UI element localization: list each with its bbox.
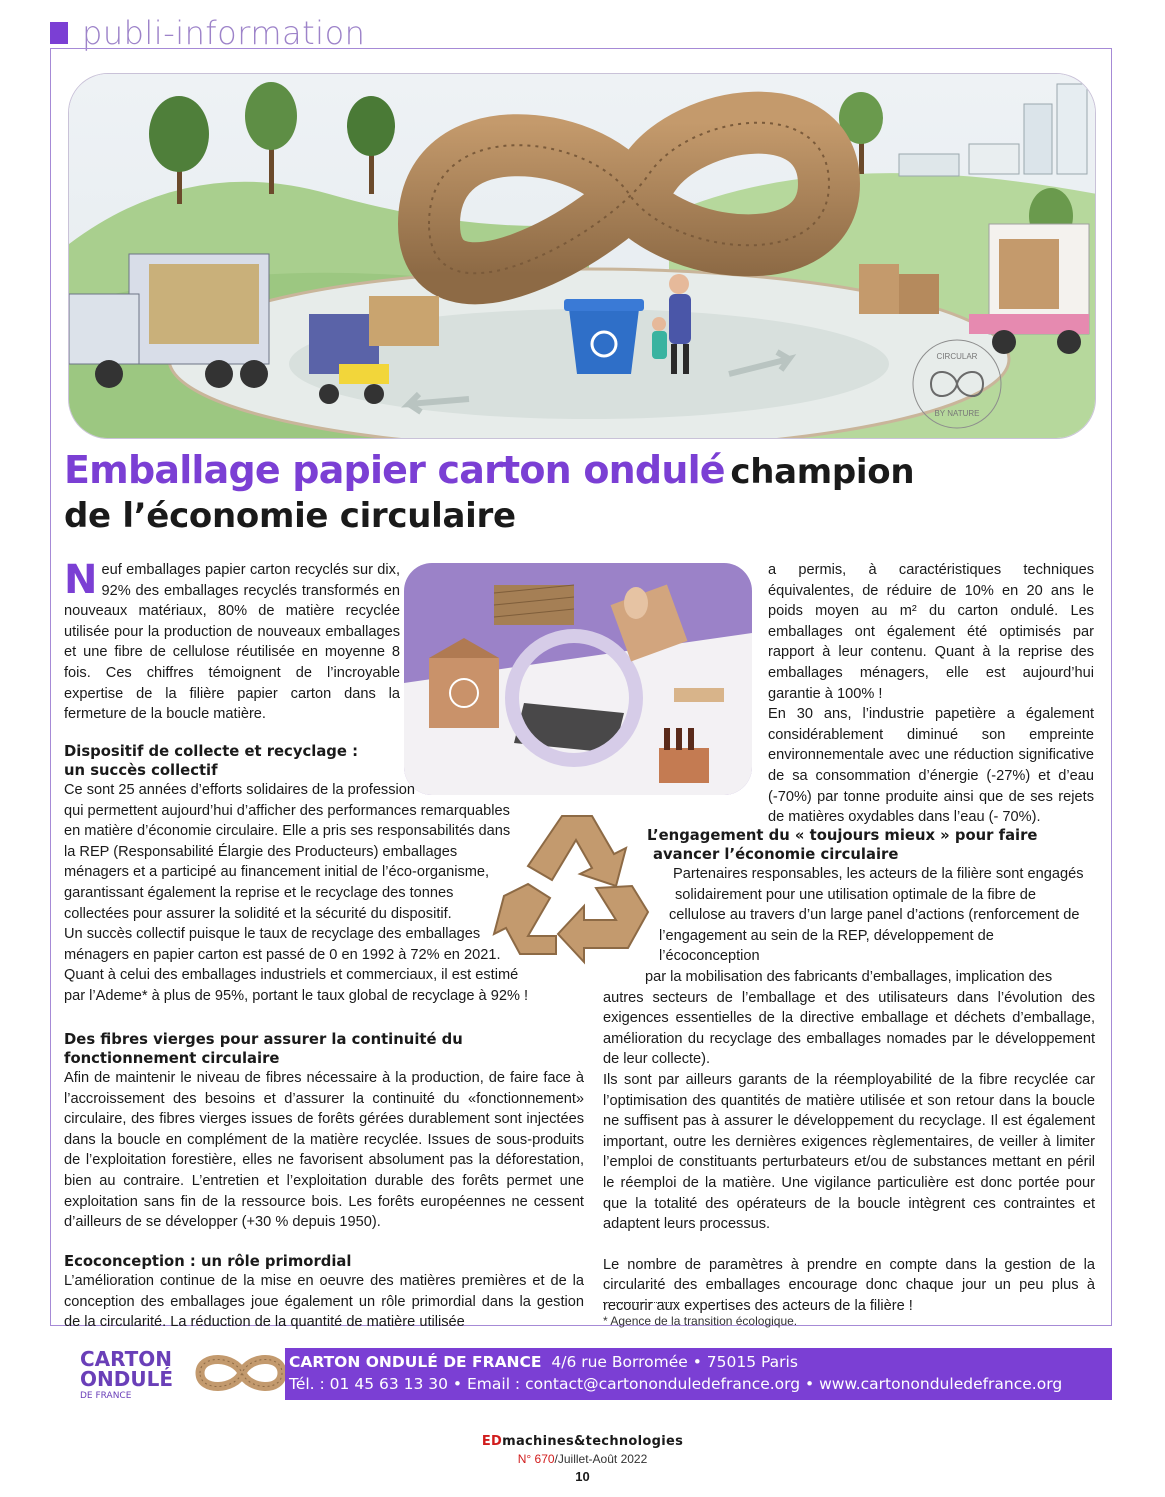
circular-logo-top: CIRCULAR [936, 352, 978, 361]
section-ecoconception: Ecoconception : un rôle primordial L’amélioration continue de la mise en oeuvre des matières premières et de la conception des emballages joue également un rôle primordial dans la gestion de la circularité. La réduction de la quantité de matière utilisée [64, 1253, 584, 1331]
heading-engagement-line2: avancer l’économie circulaire [653, 846, 899, 863]
page-number: 10 [575, 1469, 590, 1484]
heading-fibres-line1: Des fibres vierges pour assurer la continuité du [64, 1031, 463, 1048]
carton-ondule-logo [50, 1346, 285, 1400]
hero-illustration [68, 73, 1096, 439]
intro-paragraph: Neuf emballages papier carton recyclés sur dix, 92% des emballages recyclés transformés en nouveaux matériaux, 80% de matière recyclée utilisée pour la production de nouveaux emballages et une fibre de cellulose réutilisée en moyenne 8 fois. Ces chiffres témoignent de l’incroyable expertise de la filière papier carton dans la fermeture de la boucle matière. [64, 557, 400, 723]
cardboard-stack-icon [494, 585, 574, 625]
org-address: 4/6 rue Borromée • 75015 Paris [551, 1353, 798, 1371]
right-column-top: a permis, à caractéristiques techniques équivalentes, de réduire de 10% en 20 ans le poids moyen au m² du carton ondulé. Les emballages ont également été optimisés par rapport à leur contenu. Quant à la reprise des emballages ménagers, elle est aujourd’hui garantie à 100% ! En 30 ans, l’industrie papetière a également considérablement diminué son empreinte environnementale avec une réduction significative de sa consommation d’énergie (-27%) et d’eau (-70%) par tonne produite ainsi que de ses rejets de matières oxydables dans l’eau (- 70%). [768, 562, 1094, 826]
org-name: CARTON ONDULÉ DE FRANCE [289, 1353, 542, 1371]
heading-collecte-line2: un succès collectif [64, 762, 218, 779]
contact-bar [285, 1348, 1112, 1400]
heading-collecte-line1: Dispositif de collecte et recyclage : [64, 743, 358, 760]
recycle-bin [564, 299, 644, 374]
footnote-divider [603, 1302, 679, 1303]
section-fibres: Des fibres vierges pour assurer la continuité du fonctionnement circulaire Afin de maintenir le niveau de fibres nécessaire à la production, de faire face à l’accroissement des besoins et d’assurer la continuité du «fonctionnement» circulaire, des fibres vierges issues de forêts gérées durablement sont injectées dans la boucle en complément de la matière recyclée. Issues de sous-produits de l’exploitation forestière, elles ne favorisent absolument pas la déforestation, bien au contraire. L’entretien et l’exploitation durable des forêts permet une exploitation sans fin de la ressource bois. Les forêts européennes ne cessent d’ailleurs de se développer (+30 % depuis 1950). [64, 1031, 584, 1231]
section-marker [50, 22, 68, 44]
heading-engagement-line1: L’engagement du « toujours mieux » pour faire [647, 827, 1038, 844]
cardboard-cutouts-icon [674, 688, 724, 702]
footnote: * Agence de la transition écologique. [603, 1314, 798, 1328]
magazine-issue: N° 670/Juillet-Août 2022 [517, 1452, 648, 1466]
section-label: publi-information [82, 14, 366, 52]
logo-line1: CARTON [80, 1347, 173, 1371]
title-rest-line1: champion [730, 452, 915, 492]
logo-line3: DE FRANCE [80, 1391, 132, 1400]
section-engagement: L’engagement du « toujours mieux » pour faire avancer l’économie circulaire Partenaires responsables, les acteurs de la filière sont engagés solidairement pour une utilisation optimale de la fibre de cellulose au travers d’un large panel d’actions (renforcement de l’engagement au sein de la REP, développement de l’écoconception par la mobilisation des fabricants d’emballages, implication des autres secteurs de l’emballage et des utilisateurs dans l’évolution des exigences essentielles de la directive emballage et déchets d’emballage, amélioration du recyclage des emballages nomades par le développement de leur collecte). Ils sont par ailleurs garants de la réemployabilité de la fibre recyclée car l’optimisation des quantités de matière utilisée et son retour dans la boucle ne suffisent pas à assurer le développement du recyclage. Il est également important, outre les dernières exigences règlementaires, de veiller à limiter l’emploi de constituants perturbateurs et/ou de substances mettant en péril le réemploi de la matière. Une vigilance particulière est donc portée pour que la totalité des opérateurs de la boucle intègrent ces contraintes et adaptent leurs processus. Le nombre de paramètres à prendre en compte dans la gestion de la circularité des emballages encourage donc chaque jour un peu plus à recourir aux expertises des acteurs de la filière ! [603, 827, 1095, 1314]
infinity-logo-icon [200, 1359, 282, 1386]
section-collecte: Dispositif de collecte et recyclage : un succès collectif Ce sont 25 années d’efforts solidaires de la profession qui permettent aujourd’hui d’afficher des performances remarquables en matière d’économie circulaire. Elle a pris ses responsabilités dans la REP (Responsabilité Élargie des Producteurs) emballages ménagers et a participé au financement initial de l’éco-organisme, garantissant également la reprise et le recyclage des tonnes collectées pour assurer la solidité et la sécurité du dispositif. Un succès collectif puisque le taux de recyclage des emballages ménagers en papier carton est passé de 0 en 1992 à 72% en 2021. Quant à celui des emballages industriels et commerciaux, il est estimé par l’Ademe* à plus de 95%, portant le taux global de recyclage à 92% ! [64, 742, 584, 1007]
article-title [64, 448, 1104, 536]
org-contact[interactable]: Tél. : 01 45 63 13 30 • Email : contact@cartononduledefrance.org • www.cartononduledefrance.org [289, 1375, 1063, 1393]
dropcap: N [64, 557, 98, 603]
heading-ecoconception: Ecoconception : un rôle primordial [64, 1253, 352, 1270]
logo-line2: ONDULÉ [80, 1367, 173, 1391]
magazine-name: EDmachines&technologies [481, 1434, 684, 1449]
heading-fibres-line2: fonctionnement circulaire [64, 1050, 280, 1067]
title-highlight: Emballage papier carton ondulé [64, 448, 725, 492]
title-rest-line2: de l’économie circulaire [64, 495, 516, 536]
circular-logo-bottom: BY NATURE [934, 409, 980, 418]
